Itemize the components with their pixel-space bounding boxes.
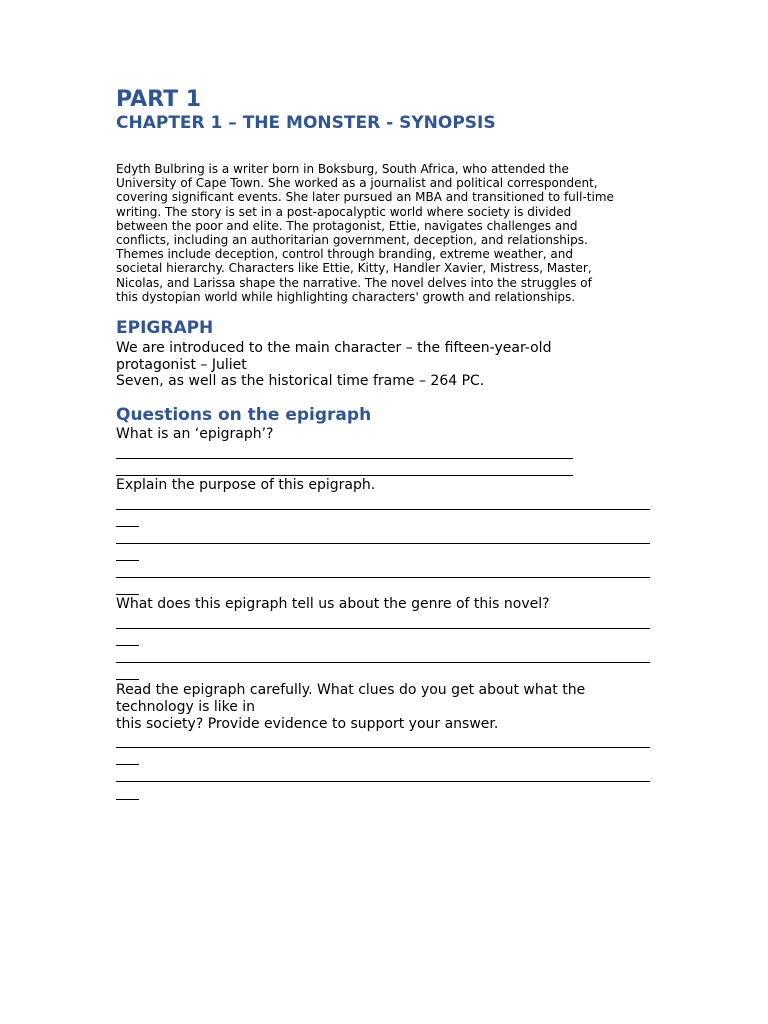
question-3: What does this epigraph tell us about the genre of this novel? <box>116 596 550 612</box>
synopsis-paragraph <box>116 162 656 304</box>
epigraph-heading: EPIGRAPH <box>116 318 214 338</box>
answer-line[interactable] <box>116 577 650 578</box>
synopsis-line: conflicts, including an authoritarian government, deception, and relationships. <box>116 233 588 248</box>
answer-line[interactable] <box>116 628 650 629</box>
answer-line-continuation <box>116 526 139 527</box>
synopsis-line: Themes include deception, control through branding, extreme weather, and <box>116 247 573 262</box>
answer-line[interactable] <box>116 781 650 782</box>
synopsis-line: University of Cape Town. She worked as a journalist and political correspondent, <box>116 176 598 191</box>
answer-line-continuation <box>116 679 139 680</box>
chapter-title: CHAPTER 1 – THE MONSTER - SYNOPSIS <box>116 113 496 133</box>
answer-line[interactable] <box>116 662 650 663</box>
answer-line-continuation <box>116 645 139 646</box>
answer-line-continuation <box>116 799 139 800</box>
synopsis-line: covering significant events. She later pursued an MBA and transitioned to full-time <box>116 190 614 205</box>
synopsis-line: Edyth Bulbring is a writer born in Boksburg, South Africa, who attended the <box>116 162 569 176</box>
question-4-line: Read the epigraph carefully. What clues do you get about what the <box>116 682 586 698</box>
synopsis-line: Nicolas, and Larissa shape the narrative. The novel delves into the struggles of <box>116 275 592 290</box>
epigraph-text-line: protagonist – Juliet <box>116 357 247 373</box>
part-title: PART 1 <box>116 87 202 112</box>
answer-line-continuation <box>116 594 139 595</box>
answer-line[interactable] <box>116 543 650 544</box>
question-4-line: this society? Provide evidence to support your answer. <box>116 716 499 732</box>
synopsis-line: societal hierarchy. Characters like Ettie, Kitty, Handler Xavier, Mistress, Master, <box>116 261 592 276</box>
epigraph-text-line: We are introduced to the main character – the fifteen-year-old <box>116 340 552 356</box>
answer-line[interactable] <box>116 458 573 459</box>
answer-line-continuation <box>116 560 139 561</box>
questions-heading: Questions on the epigraph <box>116 405 372 425</box>
synopsis-line: writing. The story is set in a post-apocalyptic world where society is divided <box>116 204 572 219</box>
answer-line[interactable] <box>116 747 650 748</box>
answer-line[interactable] <box>116 509 650 510</box>
answer-line-continuation <box>116 764 139 765</box>
epigraph-text-line: Seven, as well as the historical time frame – 264 PC. <box>116 373 485 389</box>
question-2: Explain the purpose of this epigraph. <box>116 477 376 493</box>
answer-line[interactable] <box>116 475 573 476</box>
synopsis-line: this dystopian world while highlighting characters' growth and relationships. <box>116 289 576 304</box>
question-1: What is an ‘epigraph’? <box>116 426 274 442</box>
question-4-line: technology is like in <box>116 699 256 715</box>
synopsis-line: between the poor and elite. The protagonist, Ettie, navigates challenges and <box>116 218 578 233</box>
